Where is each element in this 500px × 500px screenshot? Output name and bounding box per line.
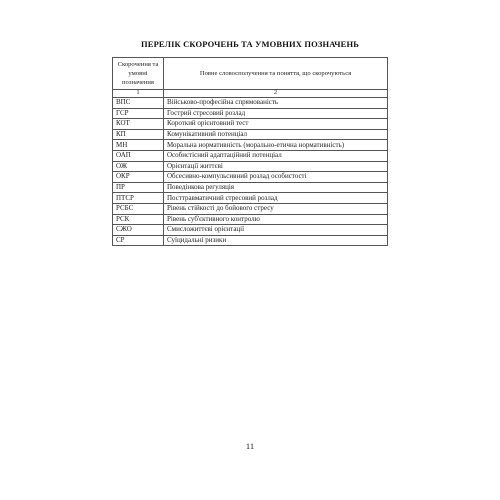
column-header-full-term: Повне словосполучення та поняття, що скорочуються — [164, 58, 388, 90]
abbreviation-cell: СР — [113, 235, 164, 246]
full-term-cell: Посттравматичний стресовий розлад — [164, 193, 388, 204]
abbreviation-cell: ГСР — [113, 108, 164, 119]
full-term-cell: Короткий орієнтовний тест — [164, 119, 388, 130]
abbreviation-cell: ОАП — [113, 150, 164, 161]
column-header-abbreviation: Скорочення та умовні позначення — [113, 58, 164, 90]
abbreviation-cell: КОТ — [113, 119, 164, 130]
table-row — [113, 108, 388, 119]
full-term-cell: Гострий стресовий розлад — [164, 108, 388, 119]
full-term-cell: Рівень стійкості до бойового стресу — [164, 203, 388, 214]
abbreviation-cell: ОЖ — [113, 161, 164, 172]
table-row — [113, 129, 388, 140]
full-term-cell: Смисложиттєві орієнтації — [164, 225, 388, 236]
column-number: 1 — [113, 90, 164, 98]
table-row — [113, 161, 388, 172]
table-row — [113, 140, 388, 151]
abbreviation-cell: КП — [113, 129, 164, 140]
table-header-row — [113, 58, 388, 90]
full-term-cell: Орієнтації життєві — [164, 161, 388, 172]
table-row — [113, 193, 388, 204]
full-term-cell: Рівень суб'єктивного контролю — [164, 214, 388, 225]
abbreviation-cell: ПТСР — [113, 193, 164, 204]
table-row — [113, 150, 388, 161]
table-row — [113, 172, 388, 183]
full-term-cell: Моральна нормативність (морально-етична нормативність) — [164, 140, 388, 151]
table-row — [113, 203, 388, 214]
abbreviation-cell: РСБС — [113, 203, 164, 214]
abbreviation-cell: СЖО — [113, 225, 164, 236]
full-term-cell: Комунікативний потенціал — [164, 129, 388, 140]
column-number: 2 — [164, 90, 388, 98]
full-term-cell: Військово-професійна спрямованість — [164, 98, 388, 109]
abbreviation-cell: РСК — [113, 214, 164, 225]
full-term-cell: Суїцидальні ризики — [164, 235, 388, 246]
full-term-cell: Особистісний адаптаційний потенціал — [164, 150, 388, 161]
abbreviation-cell: МН — [113, 140, 164, 151]
column-number-row — [113, 90, 388, 98]
abbreviation-cell: ОКР — [113, 172, 164, 183]
table-row — [113, 225, 388, 236]
table-row — [113, 182, 388, 193]
full-term-cell: Поведінкова регуляція — [164, 182, 388, 193]
page-number: 11 — [245, 441, 255, 451]
abbreviation-cell: ПР — [113, 182, 164, 193]
table-row — [113, 119, 388, 130]
abbreviations-table — [112, 57, 388, 246]
full-term-cell: Обсесивно-компульсивний розлад особистості — [164, 172, 388, 183]
page-title: ПЕРЕЛІК СКОРОЧЕНЬ ТА УМОВНИХ ПОЗНАЧЕНЬ — [140, 39, 359, 49]
table-row — [113, 235, 388, 246]
table-row — [113, 98, 388, 109]
table-row — [113, 214, 388, 225]
abbreviation-cell: ВПС — [113, 98, 164, 109]
